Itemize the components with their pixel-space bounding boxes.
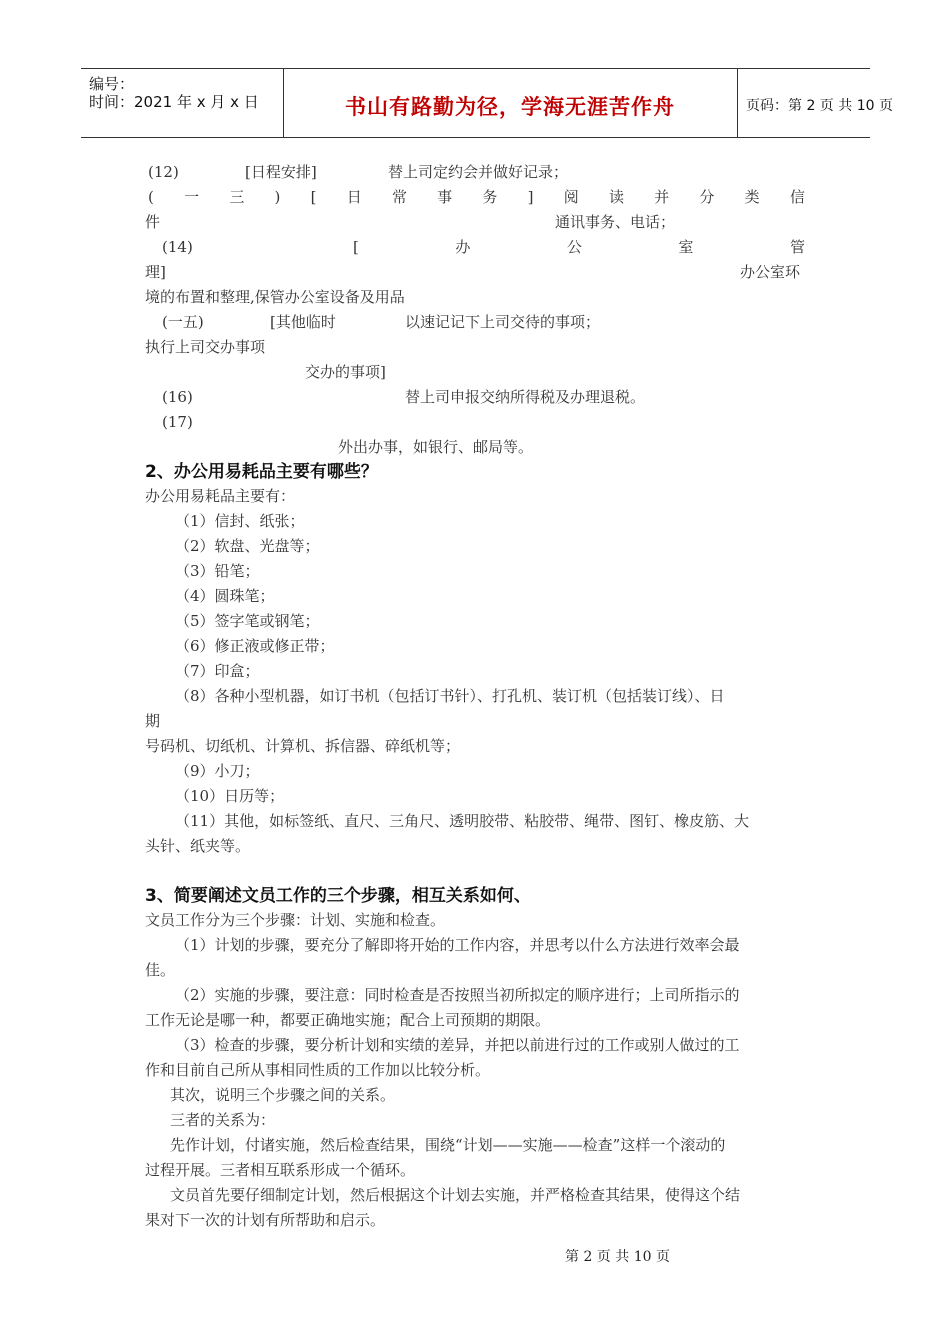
spread-char: 分 (699, 188, 715, 206)
spread-char: 一 (184, 188, 200, 206)
row-15-line2: 执行上司交办事项 (145, 338, 266, 356)
spread-char: ] (527, 188, 534, 206)
list-item: （10）日历等； (175, 787, 285, 805)
spread-char: 读 (608, 188, 624, 206)
list-item: （9）小刀； (175, 762, 260, 780)
spread-char: ( (148, 188, 154, 206)
header-motto-cell (283, 69, 738, 137)
row-12-description: 替上司定约会并做好记录； (388, 163, 569, 181)
row-13-line2-right: 通讯事务、电话； (555, 213, 676, 231)
list-item: （1）信封、纸张； (175, 512, 305, 530)
row-15-category: [其他临时 (270, 313, 336, 331)
header-page-cell (737, 69, 893, 137)
row-15-line3: 交办的事项] (305, 363, 386, 381)
paragraph-5: 三者的关系为： (170, 1111, 276, 1129)
row-14-line1 (353, 237, 805, 257)
spread-char: 类 (744, 188, 760, 206)
list-item-8-line1: （8）各种小型机器，如订书机（包括订书针）、打孔机、装订机（包括装订线）、日 (175, 687, 725, 705)
row-16-description: 替上司申报交纳所得税及办理退税。 (405, 388, 646, 406)
section-3-intro: 文员工作分为三个步骤：计划、实施和检查。 (145, 911, 446, 929)
paragraph-1-line2: 佳。 (145, 961, 176, 979)
list-item-11-line2: 头针、纸夹等。 (145, 837, 251, 855)
motto-text: 书山有路勤为径，学海无涯苦作舟 (345, 94, 675, 119)
row-13-line1 (148, 187, 805, 207)
page-info: 页码：第 2 页 共 10 页 (746, 98, 893, 114)
list-item-8-line2: 期 (145, 712, 161, 730)
spread-char: 日 (346, 188, 362, 206)
spread-char: 三 (229, 188, 245, 206)
spread-char: 务 (482, 188, 498, 206)
paragraph-3-line2: 作和目前自己所从事相同性质的工作加以比较分析。 (145, 1061, 491, 1079)
paragraph-1-line1: （1）计划的步骤，要充分了解即将开始的工作内容，并思考以什么方法进行效率会最 (175, 936, 740, 954)
row-14-number: (14) (162, 238, 193, 256)
list-item: （6）修正液或修正带； (175, 637, 335, 655)
row-17-number: (17) (162, 413, 193, 431)
spread-char: 管 (789, 238, 805, 256)
row-14-line2-right: 办公室环 (740, 263, 801, 281)
number-label: 编号： (89, 75, 135, 93)
spread-char: 信 (789, 188, 805, 206)
section-2-heading: 2、办公用易耗品主要有哪些？ (145, 462, 378, 482)
spread-char: 并 (654, 188, 670, 206)
spread-char: [ (310, 188, 317, 206)
row-16-number: (16) (162, 388, 193, 406)
paragraph-6-line2: 过程开展。三者相互联系形成一个循环。 (145, 1161, 416, 1179)
page-footer: 第 2 页 共 10 页 (565, 1249, 670, 1265)
list-item: （5）签字笔或钢笔； (175, 612, 320, 630)
section-3-heading: 3、简要阐述文员工作的三个步骤，相互关系如何、 (145, 886, 531, 906)
row-12-category: [日程安排] (245, 163, 317, 181)
list-item: （2）软盘、光盘等； (175, 537, 320, 555)
time-label: 时间：2021 年 x 月 x 日 (89, 93, 259, 111)
spread-char: ) (274, 188, 281, 206)
spread-char: 公 (566, 238, 582, 256)
spread-char: 事 (437, 188, 453, 206)
page-header (81, 68, 893, 138)
list-item: （4）圆珠笔； (175, 587, 275, 605)
list-item: （7）印盒； (175, 662, 260, 680)
row-17-description: 外出办事，如银行、邮局等。 (338, 438, 534, 456)
row-14-line3: 境的布置和整理,保管办公室设备及用品 (145, 288, 405, 306)
paragraph-2-line1: （2）实施的步骤，要注意：同时检查是否按照当初所拟定的顺序进行；上司所指示的 (175, 986, 740, 1004)
spread-char: 办 (455, 238, 471, 256)
row-14-line2-left: 理] (145, 263, 166, 281)
paragraph-7-line1: 文员首先要仔细制定计划，然后根据这个计划去实施，并严格检查其结果，使得这个结 (170, 1186, 741, 1204)
row-13-line2-left: 件 (145, 213, 161, 231)
paragraph-7-line2: 果对下一次的计划有所帮助和启示。 (145, 1211, 386, 1229)
spread-char: 常 (391, 188, 407, 206)
list-item-8-line3: 号码机、切纸机、计算机、拆信器、碎纸机等； (145, 737, 461, 755)
row-12-number: (12) (148, 163, 179, 181)
section-2-intro: 办公用易耗品主要有： (145, 487, 296, 505)
paragraph-6-line1: 先作计划，付诸实施，然后检查结果，围绕“计划——实施——检查”这样一个滚动的 (170, 1136, 726, 1154)
list-item-11-line1: （11）其他，如标签纸、直尺、三角尺、透明胶带、粘胶带、绳带、图钉、橡皮筋、大 (175, 812, 750, 830)
paragraph-3-line1: （3）检查的步骤，要分析计划和实绩的差异，并把以前进行过的工作或别人做过的工 (175, 1036, 740, 1054)
spread-char: 室 (678, 238, 694, 256)
row-15-number: (一五) (162, 313, 204, 331)
spread-char: 阅 (563, 188, 579, 206)
paragraph-2-line2: 工作无论是哪一种，都要正确地实施；配合上司预期的期限。 (145, 1011, 551, 1029)
paragraph-4: 其次，说明三个步骤之间的关系。 (170, 1086, 396, 1104)
spread-char: [ (353, 238, 359, 256)
row-15-description: 以速记记下上司交待的事项； (405, 313, 601, 331)
list-item: （3）铅笔； (175, 562, 260, 580)
header-meta-cell (81, 69, 284, 137)
